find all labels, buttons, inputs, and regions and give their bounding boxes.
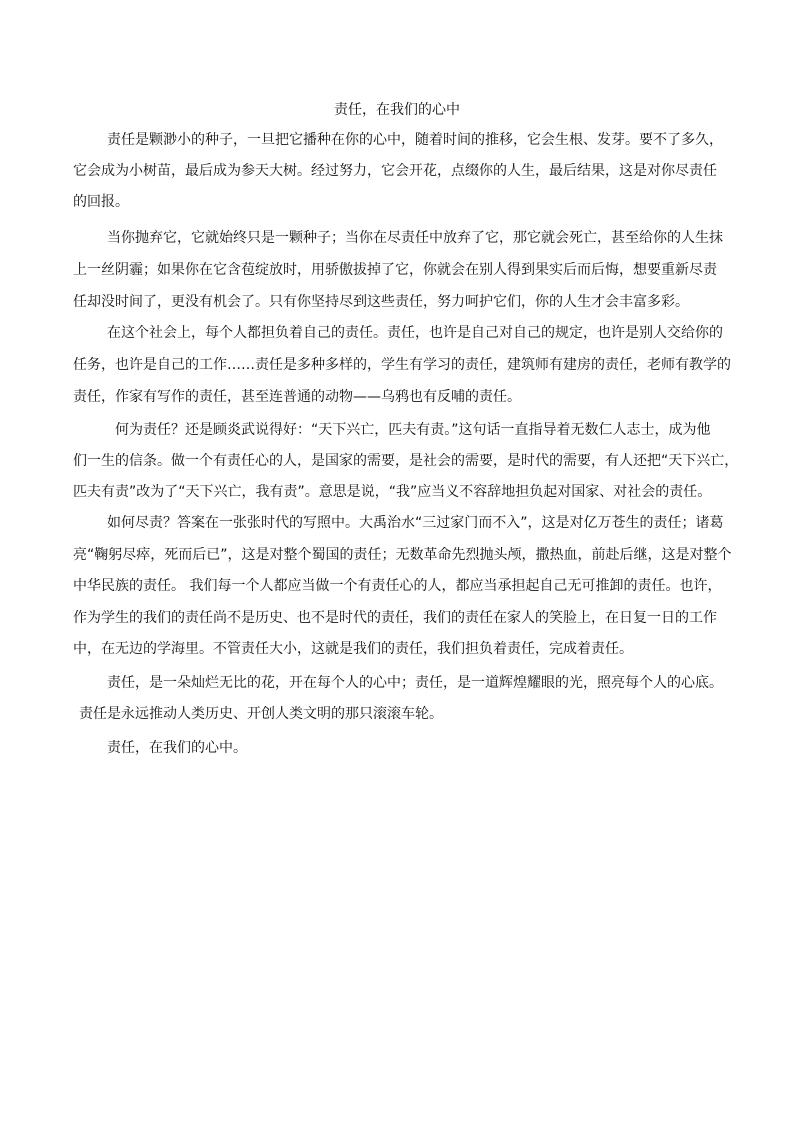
paragraph-line: 中，在无边的学海里。不管责任大小，这就是我们的责任，我们担负着责任，完成着责任。 xyxy=(73,641,633,657)
paragraph-line: 责任，作家有写作的责任，甚至连普通的动物——乌鸦也有反哺的责任。 xyxy=(73,389,521,405)
paragraph-line: 它会成为小树苗，最后成为参天大树。经过努力，它会开花，点缀你的人生，最后结果，这是对你尽责任 xyxy=(73,163,717,179)
paragraph-line: 亮“鞠躬尽瘁，死而后已”，这是对整个蜀国的责任；无数革命先烈抛头颅，撒热血，前赴后继，这是对整个 xyxy=(73,547,732,563)
paragraph-line: 责任是颗渺小的种子，一旦把它播种在你的心中，随着时间的推移，它会生根、发芽。要不了多久， xyxy=(107,132,723,148)
paragraph-line: 如何尽责？答案在一张张时代的写照中。大禹治水“三过家门而不入”，这是对亿万苍生的责任；诸葛 xyxy=(107,515,724,531)
paragraph-line: 任务，也许是自己的工作……责任是多种多样的，学生有学习的责任，建筑师有建房的责任，老师有教学的 xyxy=(73,357,731,373)
paragraph-line: 上一丝阴霾；如果你在它含苞绽放时，用骄傲拔掉了它，你就会在别人得到果实后而后悔，想要重新尽责 xyxy=(73,262,717,278)
paragraph-line: 当你抛弃它，它就始终只是一颗种子；当你在尽责任中放弃了它，那它就会死亡，甚至给你的人生抹 xyxy=(107,230,723,246)
paragraph-line: 作为学生的我们的责任尚不是历史、也不是时代的责任，我们的责任在家人的笑脸上，在日复一日的工作 xyxy=(73,610,717,626)
paragraph-line: 的回报。 xyxy=(73,194,129,210)
paragraph-line: 匹夫有责”改为了“天下兴亡，我有责”。意思是说，“我”应当义不容辞地担负起对国家、对社会的责任。 xyxy=(73,484,712,500)
paragraph-line: 中华民族的责任。 我们每一个人都应当做一个有责任心的人，都应当承担起自己无可推卸的责任。也许， xyxy=(73,578,722,594)
paragraph-line: 任却没时间了，更没有机会了。只有你坚持尽到这些责任，努力呵护它们，你的人生才会丰富多彩。 xyxy=(73,294,689,310)
paragraph-line: 责任是永远推动人类历史、开创人类文明的那只滚滚车轮。 xyxy=(79,706,443,722)
paragraph-line: 责任，是一朵灿烂无比的花，开在每个人的心中；责任，是一道辉煌耀眼的光，照亮每个人的心底。 xyxy=(107,675,723,691)
paragraph-line: 在这个社会上，每个人都担负着自己的责任。责任，也许是自己对自己的规定，也许是别人交给你的 xyxy=(107,325,723,341)
paragraph-line: 们一生的信条。做一个有责任心的人，是国家的需要，是社会的需要，是时代的需要，有人还把“天下兴亡， xyxy=(73,453,739,469)
document-title: 责任，在我们的心中 xyxy=(334,102,460,118)
paragraph-line: 何为责任？还是顾炎武说得好：“天下兴亡，匹夫有责。”这句话一直指导着无数仁人志士，成为他 xyxy=(115,422,711,438)
closing-line: 责任，在我们的心中。 xyxy=(107,740,247,756)
